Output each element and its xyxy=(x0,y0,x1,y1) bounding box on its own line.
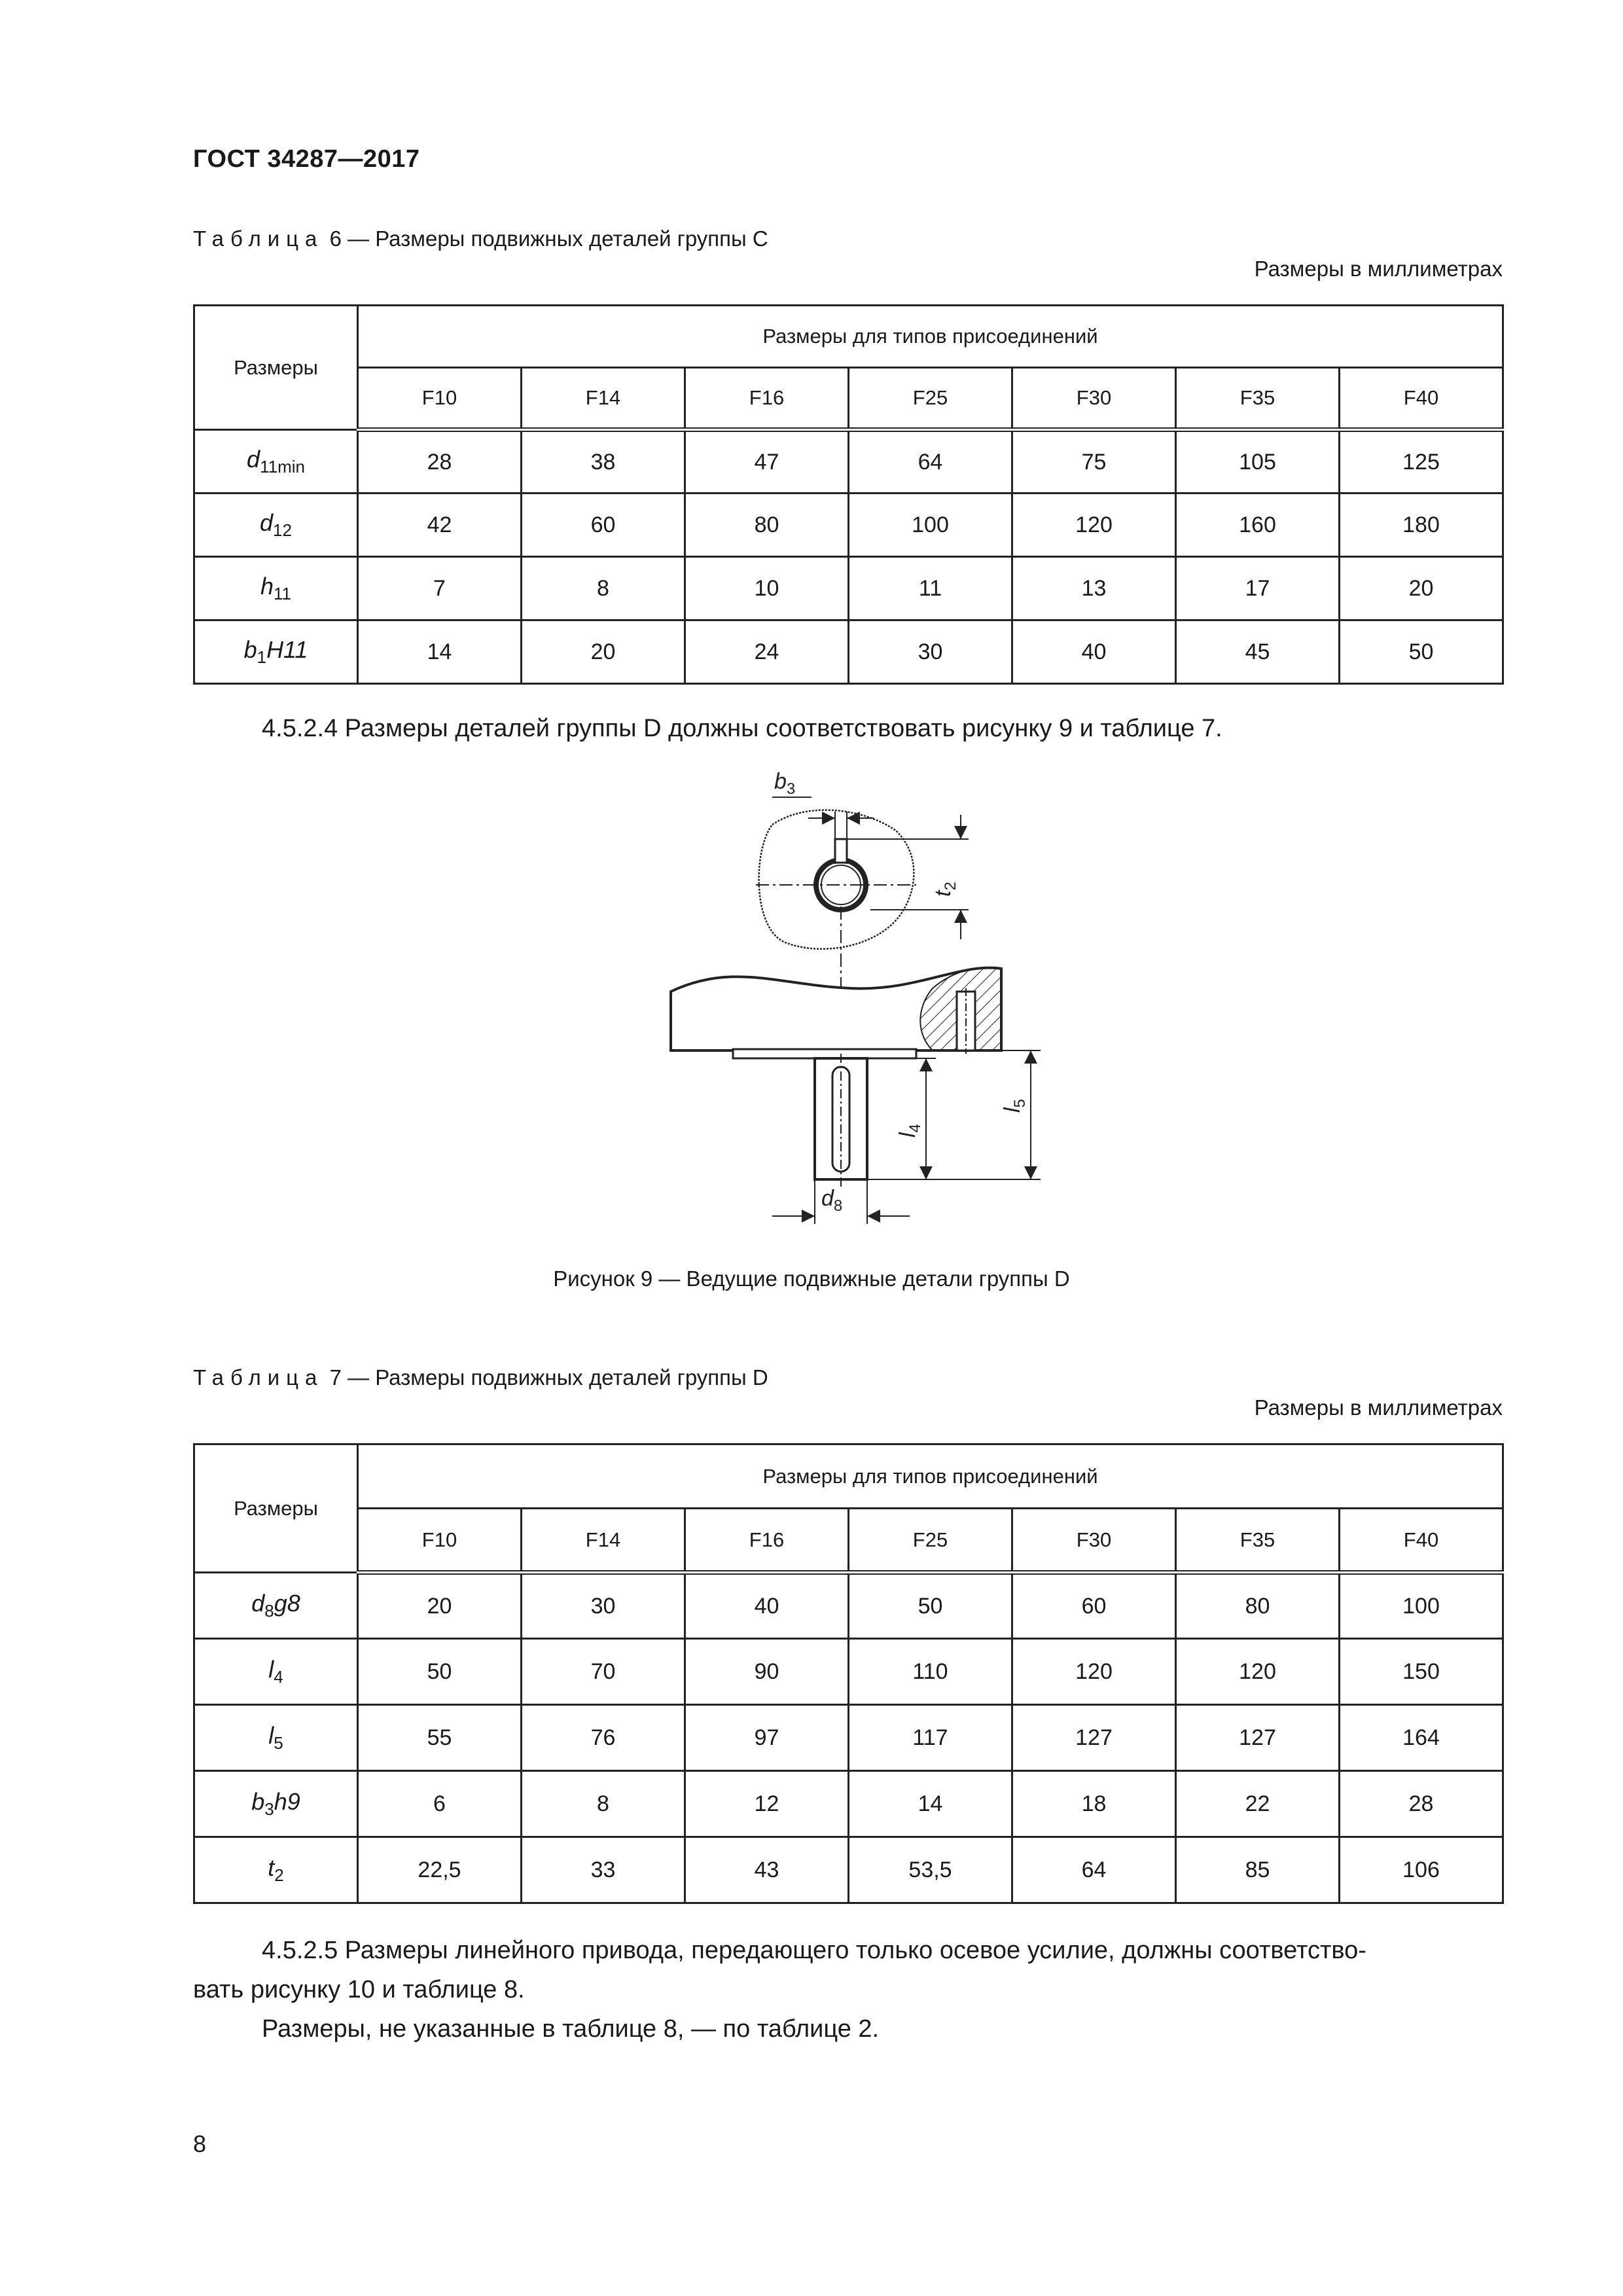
table-cell: 60 xyxy=(522,493,685,557)
table-cell: 24 xyxy=(685,620,849,684)
table-row xyxy=(194,430,1503,493)
table-cell: 50 xyxy=(849,1573,1012,1639)
table-cell: 14 xyxy=(849,1771,1012,1837)
table6-group-header: Размеры для типов присоединений xyxy=(358,306,1503,368)
table6-col-header: F10 xyxy=(358,368,522,430)
table-cell: 8 xyxy=(522,557,685,620)
table-cell: 60 xyxy=(1012,1573,1176,1639)
table-cell: 10 xyxy=(685,557,849,620)
dimension-symbol: $b_1H11$ xyxy=(194,620,358,684)
table-cell: 28 xyxy=(1340,1771,1503,1837)
standard-number: ГОСТ 34287—2017 xyxy=(193,145,420,173)
table-row xyxy=(194,620,1503,684)
table7-col-header: F10 xyxy=(358,1509,522,1573)
table-cell: 6 xyxy=(358,1771,522,1837)
table-cell: 100 xyxy=(849,493,1012,557)
table6-caption-text: 6 — Размеры подвижных деталей группы С xyxy=(329,226,768,251)
table-cell: 55 xyxy=(358,1705,522,1771)
table-cell: 180 xyxy=(1340,493,1503,557)
table-row xyxy=(194,493,1503,557)
table-cell: 42 xyxy=(358,493,522,557)
table-cell: 40 xyxy=(1012,620,1176,684)
table-cell: 50 xyxy=(358,1639,522,1705)
table-cell: 80 xyxy=(685,493,849,557)
table-cell: 17 xyxy=(1176,557,1340,620)
table-cell: 20 xyxy=(1340,557,1503,620)
page-number: 8 xyxy=(193,2130,207,2157)
table-row xyxy=(194,1837,1503,1903)
table-cell: 47 xyxy=(685,430,849,493)
table-cell: 120 xyxy=(1176,1639,1340,1705)
table-cell: 70 xyxy=(522,1639,685,1705)
table6-col-header: F14 xyxy=(522,368,685,430)
table7-col-header: F25 xyxy=(849,1509,1012,1573)
top-view-outline xyxy=(759,810,914,949)
label-l4: $l_4$ xyxy=(895,1124,924,1138)
paragraph-4-5-2-5-line1: 4.5.2.5 Размеры линейного привода, передающего только осевое усилие, должны соответство- xyxy=(262,1937,1366,1964)
table-row xyxy=(194,557,1503,620)
paragraph-4-5-2-4: 4.5.2.4 Размеры деталей группы D должны соответствовать рисунку 9 и таблице 7. xyxy=(262,715,1222,742)
figure-9-caption: Рисунок 9 — Ведущие подвижные детали группы D xyxy=(553,1266,1070,1291)
table6-col-header: F25 xyxy=(849,368,1012,430)
table-cell: 127 xyxy=(1176,1705,1340,1771)
table-cell: 13 xyxy=(1012,557,1176,620)
table-row xyxy=(194,1771,1503,1837)
table7-caption xyxy=(193,1365,768,1390)
table6-col-header: F16 xyxy=(685,368,849,430)
dimension-symbol: $d_8g8$ xyxy=(194,1573,358,1639)
keyway xyxy=(835,839,847,863)
table-cell: 43 xyxy=(685,1837,849,1903)
table-cell: 53,5 xyxy=(849,1837,1012,1903)
table-cell: 7 xyxy=(358,557,522,620)
paragraph-4-5-2-5-line2: вать рисунку 10 и таблице 8. xyxy=(193,1976,525,2003)
table-cell: 76 xyxy=(522,1705,685,1771)
dimension-symbol: $t_2$ xyxy=(194,1837,358,1903)
table-cell: 45 xyxy=(1176,620,1340,684)
table-cell: 20 xyxy=(522,620,685,684)
table-row xyxy=(194,1705,1503,1771)
table6-units: Размеры в миллиметрах xyxy=(1254,257,1503,281)
table-cell: 30 xyxy=(522,1573,685,1639)
table-cell: 127 xyxy=(1012,1705,1176,1771)
table6-caption xyxy=(193,226,768,251)
table7-col-header: F16 xyxy=(685,1509,849,1573)
label-t2: $t_2$ xyxy=(931,882,959,897)
table-cell: 22,5 xyxy=(358,1837,522,1903)
label-d8: $d_8$ xyxy=(821,1186,843,1215)
table-cell: 12 xyxy=(685,1771,849,1837)
table-cell: 85 xyxy=(1176,1837,1340,1903)
table-cell: 160 xyxy=(1176,493,1340,557)
table-cell: 120 xyxy=(1012,493,1176,557)
dimension-symbol: $l_5$ xyxy=(194,1705,358,1771)
table-cell: 120 xyxy=(1012,1639,1176,1705)
table6-col-header: F35 xyxy=(1176,368,1340,430)
table-cell: 38 xyxy=(522,430,685,493)
table7-col-header: F35 xyxy=(1176,1509,1340,1573)
table-row xyxy=(194,1639,1503,1705)
table-cell: 80 xyxy=(1176,1573,1340,1639)
table7-col-header: F14 xyxy=(522,1509,685,1573)
table-cell: 14 xyxy=(358,620,522,684)
table7-col-header: F40 xyxy=(1340,1509,1503,1573)
table-cell: 22 xyxy=(1176,1771,1340,1837)
table-cell: 100 xyxy=(1340,1573,1503,1639)
table7-caption-text: 7 — Размеры подвижных деталей группы D xyxy=(329,1365,768,1390)
table7 xyxy=(193,1443,1504,1904)
table-cell: 64 xyxy=(849,430,1012,493)
table6 xyxy=(193,304,1504,685)
label-b3: $b_3$ xyxy=(774,769,796,798)
table-cell: 33 xyxy=(522,1837,685,1903)
table-cell: 164 xyxy=(1340,1705,1503,1771)
table-cell: 64 xyxy=(1012,1837,1176,1903)
table-cell: 50 xyxy=(1340,620,1503,684)
dimension-symbol: $b_3h9$ xyxy=(194,1771,358,1837)
table-cell: 28 xyxy=(358,430,522,493)
table6-col-header: F40 xyxy=(1340,368,1503,430)
label-l5: $l_5$ xyxy=(1000,1099,1029,1113)
table-cell: 30 xyxy=(849,620,1012,684)
table-cell: 150 xyxy=(1340,1639,1503,1705)
table7-row-header: Размеры xyxy=(194,1444,358,1573)
dimension-symbol: $h_{11}$ xyxy=(194,557,358,620)
table-cell: 18 xyxy=(1012,1771,1176,1837)
table-cell: 110 xyxy=(849,1639,1012,1705)
table-row xyxy=(194,1573,1503,1639)
table-cell: 117 xyxy=(849,1705,1012,1771)
dimension-symbol: $l_4$ xyxy=(194,1639,358,1705)
table7-caption-prefix: Таблица xyxy=(193,1365,324,1390)
table-cell: 75 xyxy=(1012,430,1176,493)
table-cell: 8 xyxy=(522,1771,685,1837)
table7-col-header: F30 xyxy=(1012,1509,1176,1573)
table-cell: 125 xyxy=(1340,430,1503,493)
dimension-symbol: $d_{12}$ xyxy=(194,493,358,557)
table-cell: 40 xyxy=(685,1573,849,1639)
table6-col-header: F30 xyxy=(1012,368,1176,430)
table6-caption-prefix: Таблица xyxy=(193,226,324,251)
dimension-symbol: $d_{11min}$ xyxy=(194,430,358,493)
base-plate xyxy=(733,1049,916,1058)
table7-group-header: Размеры для типов присоединений xyxy=(358,1444,1503,1509)
paragraph-extra: Размеры, не указанные в таблице 8, — по таблице 2. xyxy=(262,2015,880,2043)
table-cell: 106 xyxy=(1340,1837,1503,1903)
table-cell: 20 xyxy=(358,1573,522,1639)
table-cell: 105 xyxy=(1176,430,1340,493)
table-cell: 97 xyxy=(685,1705,849,1771)
table6-row-header: Размеры xyxy=(194,306,358,430)
table-cell: 90 xyxy=(685,1639,849,1705)
figure-9-drawing xyxy=(654,766,1060,1237)
table7-units: Размеры в миллиметрах xyxy=(1254,1395,1503,1420)
table-cell: 11 xyxy=(849,557,1012,620)
